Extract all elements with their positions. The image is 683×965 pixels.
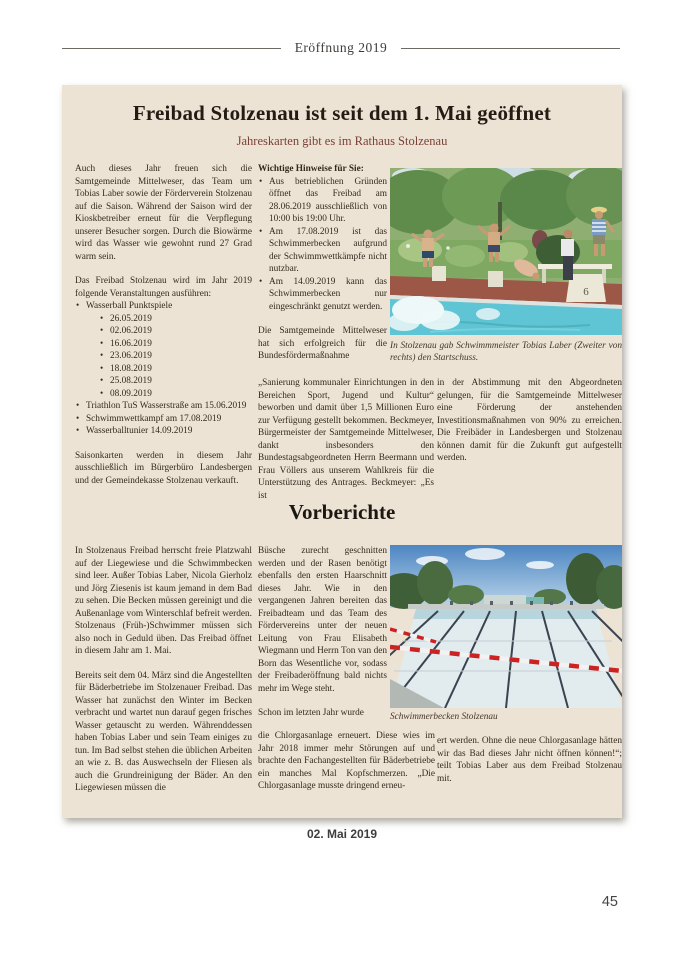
page-header	[62, 40, 620, 56]
photo2-caption: Schwimmerbecken Stolzenau	[390, 712, 498, 722]
paragraph: Die Samtgemeinde Mittelweser hat sich erfolgreich für die Bundesfördermaßnahme	[258, 326, 387, 361]
hints-list	[258, 176, 387, 314]
paragraph: Bereits seit dem 04. März sind die Angestellten für Bäderbetriebe im Stolzenauer Freibad. Das Wasser hat zunächst den Winter im Becken verbracht und wartet nun darauf gegen frisches Wasser getauscht zu werden. Währenddessen haben Tobias Laber und sein Team einiges zu tun. Im Bad selbst stehen die üblichen Arbeiten an wie z. B. das Auswechseln der Fliesen als auch die Grundreinigung der Bäder. An den Liegewiesen müssen die	[75, 670, 252, 793]
paragraph: Das Freibad Stolzenau wird im Jahr 2019 folgende Veranstaltungen ausführen:	[75, 276, 252, 299]
list-item	[75, 300, 252, 400]
header-rule-left	[62, 48, 281, 49]
list-item: • 23.06.2019	[99, 350, 252, 363]
list-item: • Wasserballtunier 14.09.2019	[75, 425, 252, 438]
events-sublist	[99, 313, 252, 401]
list-item: • 16.06.2019	[99, 338, 252, 351]
list-item: • 25.08.2019	[99, 375, 252, 388]
vorberichte-column-3: ert werden. Ohne die neue Chlorgasanlage hätten wir das Bad dieses Jahr nicht öffnen können!“; teilt Tobias Laber aus dem Freibad Stolzenau mit.	[437, 736, 622, 784]
list-item: • Am 14.09.2019 kann das Schwimmerbecken nur eingeschränkt genutzt werden.	[258, 276, 387, 314]
paragraph: Auch dieses Jahr freuen sich die Samtgemeinde Mittelweser, das Team um Tobias Laber sowie der Förderverein Stolzenau auf die Saison. Während der Saison wird der Kioskbetreiber erneut für die Verpflegung unserer Besucher sorgen. Durch die Biowärme wird das Wasser wie gewohnt rund 27 Grad warm sein.	[75, 164, 252, 262]
photo1-caption: In Stolzenau gab Schwimmmeister Tobias Laber (Zweiter von rechts) den Startschuss.	[390, 341, 622, 363]
list-item: • 08.09.2019	[99, 388, 252, 401]
list-item: • 02.06.2019	[99, 325, 252, 338]
far-deck	[408, 604, 604, 609]
photo-empty-pool	[390, 545, 622, 708]
vorberichte-column-2-wide: die Chlorgasanlage erneuert. Diese wies im Jahr 2018 immer mehr Störungen auf und brachte den Fachangestellten für Bäderbetriebe ein manches Mal Kopfschmerzen. „Die Chlorgasanlage musste dringend erneu-	[258, 731, 435, 791]
event-label: Wasserball Punktspiele	[86, 301, 173, 311]
list-item: • Am 17.08.2019 ist das Schwimmerbecken aufgrund der Schwimmwettkämpfe nicht nutzbar.	[258, 226, 387, 276]
footer-date: 02. Mai 2019	[306, 827, 378, 841]
vorberichte-column-1	[75, 545, 252, 795]
svg-text:6: 6	[583, 286, 589, 298]
article-title: Freibad Stolzenau ist seit dem 1. Mai geöffnet	[132, 101, 552, 125]
list-item: • Aus betrieblichen Gründen öffnet das Freibad am 28.06.2019 ausschließlich von 10:00 bis 19:00 Uhr.	[258, 176, 387, 226]
header-title: Eröffnung 2019	[294, 40, 388, 55]
photo-pool-opening-jump	[390, 168, 622, 335]
header-rule-right	[401, 48, 620, 49]
article-subtitle: Jahreskarten gibt es im Rathaus Stolzenau	[236, 134, 448, 148]
paragraph: In Stolzenaus Freibad herrscht freie Platzwahl auf der Liegewiese und die Schwimmbecken sind leer. Außer Tobias Laber, Nicola Gierholz und Jörg Ziesenis ist kaum jemand in dem Bad zu sehen. Die Becken müssen gereinigt und die Außenanlage vom Winterschlaf befreit werden. Stolzenaus (Früh-)Schwimmer müssen sich also noch in Geduld üben. Das Freibad öffnet in diesem Jahr am 1. Mai.	[75, 546, 252, 656]
list-item: • 26.05.2019	[99, 313, 252, 326]
hints-heading: Wichtige Hinweise für Sie:	[258, 164, 364, 174]
list-item: • Triathlon TuS Wasserstraße am 15.06.2019	[75, 400, 252, 413]
list-item: • 18.08.2019	[99, 363, 252, 376]
paragraph: Büsche zurecht geschnitten werden und der Rasen benötigt ebenfalls den ersten Haarschnitt dieses Jahr. Wie in den vergangenen Jahren bereiten das Freibadteam und das Team des Fördervereins unter der neuen Leitung von Frau Elisabeth Wiegmann und Herrn Ton van den Born das Wesentliche vor, sodass der Freibaderöffnung bald nichts mehr im Wege steht.	[258, 546, 387, 694]
events-list	[75, 300, 252, 438]
article-column-2	[258, 163, 387, 363]
vorberichte-title: Vorberichte	[288, 500, 396, 524]
page-number: 45	[601, 894, 618, 910]
article-column-1	[75, 163, 252, 487]
paragraph: Schon im letzten Jahr wurde	[258, 708, 364, 718]
list-item: • Schwimmwettkampf am 17.08.2019	[75, 413, 252, 426]
article-column-3: in der Abstimmung mit den Abgeordneten gelungen, für die Samtgemeinde Mittelweser eine Förderung der anstehenden Investitionsmaßnahmen von 90% zu erreichen. Die Freibäder in Landesbergen und Stolzenau können damit für die Zukunft gut aufgestellt werden.	[437, 378, 622, 463]
article-column-2-wide: „Sanierung kommunaler Einrichtungen in den Bereichen Sport, Jugend und Kultur“ beworben und damit über 1,5 Millionen Euro zur Verfügung gestellt bekommen. Beckmeyer, Bürgermeister der Samtgemeinde Mittelweser, dankt insbesonders den Bundestagsabgeordneten Herrn Beermann und Frau Völlers aus unserem Wahlkreis für die Unterstützung des Antrages. Beckmeyer: „Es ist	[258, 378, 434, 501]
vorberichte-column-2	[258, 545, 387, 720]
paragraph: Saisonkarten werden in diesem Jahr ausschließlich im Bürgerbüro Landesbergen und der Gemeindekasse Stolzenau verkauft.	[75, 450, 252, 486]
